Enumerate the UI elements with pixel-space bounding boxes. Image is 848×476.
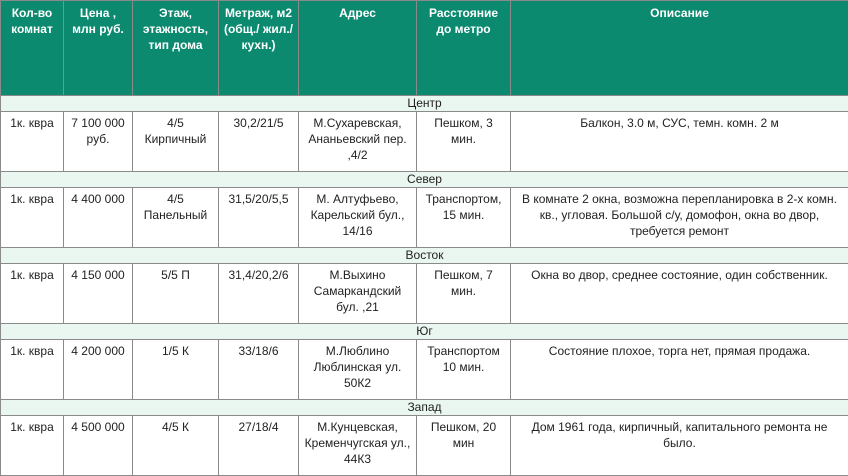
header-description: Описание — [511, 1, 848, 96]
cell-description: Состояние плохое, торга нет, прямая продажа. — [511, 340, 848, 400]
region-label: Центр — [1, 96, 848, 112]
cell-address: М. Алтуфьево, Карельский бул., 14/16 — [299, 188, 417, 248]
cell-area: 30,2/21/5 — [219, 112, 299, 172]
cell-floor: 5/5 П — [133, 264, 219, 324]
cell-floor: 1/5 К — [133, 340, 219, 400]
region-row — [1, 324, 848, 340]
region-row — [1, 400, 848, 416]
header-row — [1, 1, 848, 96]
cell-rooms: 1к. квра — [1, 264, 64, 324]
cell-price: 7 100 000 руб. — [64, 112, 133, 172]
cell-floor: 4/5 Панельный — [133, 188, 219, 248]
cell-price: 4 200 000 — [64, 340, 133, 400]
cell-rooms: 1к. квра — [1, 340, 64, 400]
table-row — [1, 264, 848, 324]
table-row — [1, 112, 848, 172]
region-label: Восток — [1, 248, 848, 264]
region-label: Юг — [1, 324, 848, 340]
cell-price: 4 500 000 — [64, 416, 133, 476]
cell-address: М.Выхино Самаркандский бул. ,21 — [299, 264, 417, 324]
header-rooms: Кол-во комнат — [1, 1, 64, 96]
region-row — [1, 248, 848, 264]
header-metro: Расстояние до метро — [417, 1, 511, 96]
cell-price: 4 400 000 — [64, 188, 133, 248]
cell-area: 27/18/4 — [219, 416, 299, 476]
cell-description: Окна во двор, среднее состояние, один собственник. — [511, 264, 848, 324]
region-label: Запад — [1, 400, 848, 416]
table-row — [1, 188, 848, 248]
cell-metro: Пешком, 7 мин. — [417, 264, 511, 324]
cell-rooms: 1к. квра — [1, 416, 64, 476]
header-floor: Этаж, этажность, тип дома — [133, 1, 219, 96]
cell-floor: 4/5 К — [133, 416, 219, 476]
cell-area: 33/18/6 — [219, 340, 299, 400]
cell-area: 31,5/20/5,5 — [219, 188, 299, 248]
cell-metro: Транспортом, 15 мин. — [417, 188, 511, 248]
region-row — [1, 96, 848, 112]
cell-address: М.Кунцевская, Кременчугская ул., 44К3 — [299, 416, 417, 476]
header-address: Адрес — [299, 1, 417, 96]
region-label: Север — [1, 172, 848, 188]
cell-metro: Пешком, 3 мин. — [417, 112, 511, 172]
cell-metro: Пешком, 20 мин — [417, 416, 511, 476]
cell-description: Дом 1961 года, кирпичный, капитального ремонта не было. — [511, 416, 848, 476]
cell-description: В комнате 2 окна, возможна перепланировка в 2-х комн. кв., угловая. Большой с/у, домофон, окна во двор, требуется ремонт — [511, 188, 848, 248]
table-row — [1, 416, 848, 476]
region-row — [1, 172, 848, 188]
cell-address: М.Люблино Люблинская ул. 50К2 — [299, 340, 417, 400]
cell-rooms: 1к. квра — [1, 188, 64, 248]
table-row — [1, 340, 848, 400]
cell-area: 31,4/20,2/6 — [219, 264, 299, 324]
cell-price: 4 150 000 — [64, 264, 133, 324]
header-price: Цена , млн руб. — [64, 1, 133, 96]
header-area: Метраж, м2 (общ./ жил./ кухн.) — [219, 1, 299, 96]
cell-metro: Транспортом 10 мин. — [417, 340, 511, 400]
cell-description: Балкон, 3.0 м, СУС, темн. комн. 2 м — [511, 112, 848, 172]
cell-address: М.Сухаревская, Ананьевский пер. ,4/2 — [299, 112, 417, 172]
cell-floor: 4/5 Кирпичный — [133, 112, 219, 172]
cell-rooms: 1к. квра — [1, 112, 64, 172]
